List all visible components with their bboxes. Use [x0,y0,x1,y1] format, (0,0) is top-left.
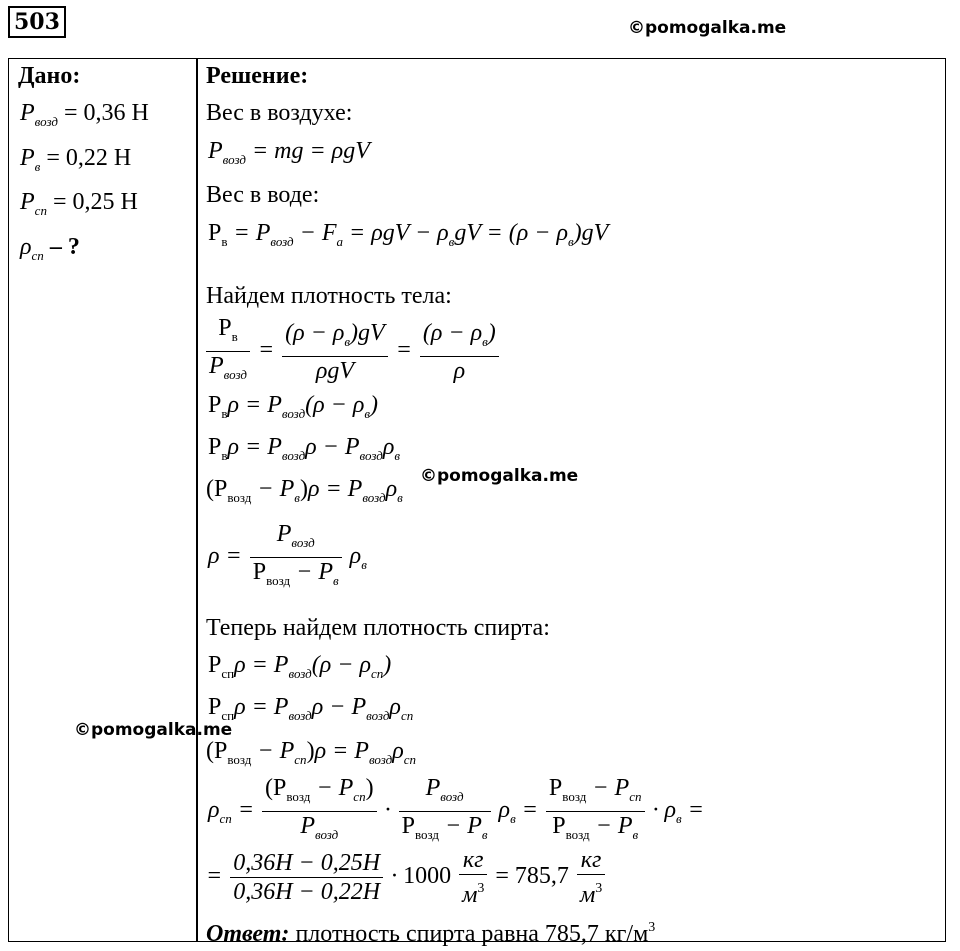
answer-line: Ответ: плотность спирта равна 785,7 $кг/м^3$ [206,920,656,947]
formula-weight-air: $P_{возд}$ = mg = ρgV [208,138,370,167]
find-body-density-label: Найдем плотность тела: [206,283,452,309]
given-p-spirit: $P_{сп} = 0,25$ Н [20,189,138,218]
watermark-top: ©pomogalka.me [628,18,787,38]
formula-step-2: $Р_в\rho = P_{возд}\rho - P_{возд}\rho_в$ [208,434,400,463]
weight-water-label: Вес в воде: [206,182,320,208]
watermark-left: ©pomogalka.me [74,720,233,740]
find-spirit-density-label: Теперь найдем плотность спирта: [206,615,550,641]
answer-text: плотность спирта равна 785,7 кг/м [295,921,649,947]
given-p-air: $P_{возд} = 0,36$ Н [20,100,149,129]
formula-weight-water: $Р_в = P_{возд} - F_a = \rho gV - \rho_вgV = (\rho - \rho_в)gV$ [208,220,609,249]
formula-rho-body: ρ = $\frac{P_{возд}}{Р_{возд} - P_в}$ $\rho_в$ [208,521,367,588]
given-p-water: $P_в = 0,22$ Н [20,145,132,174]
watermark-middle: ©pomogalka.me [420,466,579,486]
formula-spirit-3: $(Р_{возд} - P_{сп})\rho = P_{возд}\rho_{сп}$ [206,738,417,767]
formula-rho-spirit: $\rho_{сп}$ = $\frac{(Р_{возд} - P_{сп})}{P_{возд}}$ · $\frac{P_{возд}}{Р_{возд} - P_в}$ $\rho_в$ = $\frac{Р_{возд} - P_{сп}}{Р_{возд} - P_в}$ · $\rho_в$ = [208,775,704,842]
formula-step-3: $(Р_{возд} - P_в)\rho = P_{возд}\rho_в$ [206,476,403,505]
formula-ratio: $\frac{Р_в}{P_{возд}}$ = $\frac{(\rho - \rho_в)gV}{\text{ρgV}}$ = $\frac{(\rho - \rho_в)}{\rho}$ [204,314,501,389]
column-divider [196,58,198,942]
solution-title: Решение: [206,63,309,89]
formula-spirit-2: $Р_{сп}\rho = P_{возд}\rho - P_{возд}\rho_{сп}$ [208,694,414,723]
problem-number: 503 [8,6,66,38]
formula-step-1: $Р_в\rho = P_{возд}(\rho - \rho_в)$ [208,392,379,421]
formula-spirit-1: $Р_{сп}\rho = P_{возд}(\rho - \rho_{сп})$ [208,652,392,681]
formula-numeric: = $\frac{0,36H - 0,25H}{0,36H - 0,22H}$ · 1000 $\frac{кг}{м^3}$ = 785,7 $\frac{кг}{м^3}$ [206,846,607,909]
given-rho-spirit: $\rho_{сп}$ – ? [20,234,80,263]
answer-label: Ответ: [206,921,290,947]
weight-air-label: Вес в воздухе: [206,100,353,126]
given-title: Дано: [18,63,81,89]
